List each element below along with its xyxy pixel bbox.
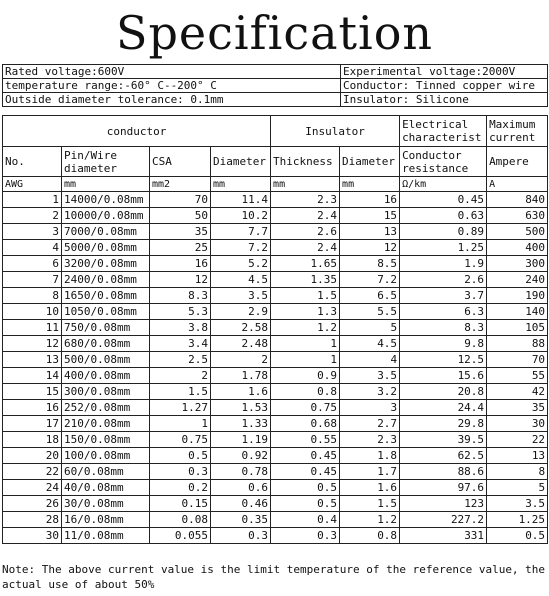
cell-resistance: 0.89 bbox=[400, 224, 487, 240]
cell-resistance: 0.45 bbox=[400, 192, 487, 208]
cell-thickness: 0.68 bbox=[271, 416, 340, 432]
cell-thickness: 0.75 bbox=[271, 400, 340, 416]
table-row bbox=[3, 288, 548, 304]
unit-csa: mm2 bbox=[150, 177, 211, 192]
unit-thickness: mm bbox=[271, 177, 340, 192]
cell-pin-wire: 500/0.08mm bbox=[62, 352, 150, 368]
cell-ins-diameter: 1.2 bbox=[340, 512, 400, 528]
cell-csa: 16 bbox=[150, 256, 211, 272]
cell-ampere: 30 bbox=[487, 416, 548, 432]
cell-csa: 1.27 bbox=[150, 400, 211, 416]
header-row-units bbox=[3, 177, 548, 192]
cell-resistance: 62.5 bbox=[400, 448, 487, 464]
cell-awg: 2 bbox=[3, 208, 62, 224]
cell-thickness: 0.5 bbox=[271, 480, 340, 496]
cell-pin-wire: 100/0.08mm bbox=[62, 448, 150, 464]
cell-resistance: 123 bbox=[400, 496, 487, 512]
cell-diameter: 1.6 bbox=[211, 384, 271, 400]
table-row bbox=[3, 208, 548, 224]
cell-csa: 70 bbox=[150, 192, 211, 208]
cell-awg: 12 bbox=[3, 336, 62, 352]
cell-ampere: 500 bbox=[487, 224, 548, 240]
cell-thickness: 0.8 bbox=[271, 384, 340, 400]
cell-ins-diameter: 1.7 bbox=[340, 464, 400, 480]
table-row bbox=[3, 320, 548, 336]
cell-pin-wire: 40/0.08mm bbox=[62, 480, 150, 496]
cell-ins-diameter: 8.5 bbox=[340, 256, 400, 272]
cell-diameter: 1.78 bbox=[211, 368, 271, 384]
cell-ampere: 300 bbox=[487, 256, 548, 272]
unit-resistance: Ω/km bbox=[400, 177, 487, 192]
cell-pin-wire: 11/0.08mm bbox=[62, 528, 150, 544]
table-row bbox=[3, 512, 548, 528]
cell-ampere: 0.5 bbox=[487, 528, 548, 544]
cell-awg: 11 bbox=[3, 320, 62, 336]
cell-resistance: 24.4 bbox=[400, 400, 487, 416]
cell-diameter: 0.46 bbox=[211, 496, 271, 512]
cell-ampere: 240 bbox=[487, 272, 548, 288]
cell-csa: 25 bbox=[150, 240, 211, 256]
cell-thickness: 0.45 bbox=[271, 448, 340, 464]
cell-pin-wire: 252/0.08mm bbox=[62, 400, 150, 416]
cell-pin-wire: 400/0.08mm bbox=[62, 368, 150, 384]
cell-pin-wire: 5000/0.08mm bbox=[62, 240, 150, 256]
cell-ampere: 1.25 bbox=[487, 512, 548, 528]
cell-ins-diameter: 4.5 bbox=[340, 336, 400, 352]
spec-summary-table bbox=[2, 64, 548, 107]
cell-awg: 26 bbox=[3, 496, 62, 512]
cell-ins-diameter: 1.5 bbox=[340, 496, 400, 512]
cell-diameter: 7.7 bbox=[211, 224, 271, 240]
cell-awg: 15 bbox=[3, 384, 62, 400]
maximum-group-header: Maximum current bbox=[487, 116, 548, 147]
cell-thickness: 2.3 bbox=[271, 192, 340, 208]
cell-ampere: 5 bbox=[487, 480, 548, 496]
table-row bbox=[3, 224, 548, 240]
cell-csa: 0.2 bbox=[150, 480, 211, 496]
cell-pin-wire: 3200/0.08mm bbox=[62, 256, 150, 272]
spec-row bbox=[3, 79, 548, 93]
cell-csa: 12 bbox=[150, 272, 211, 288]
col-header-no: No. bbox=[3, 147, 62, 177]
cell-awg: 28 bbox=[3, 512, 62, 528]
cell-pin-wire: 210/0.08mm bbox=[62, 416, 150, 432]
cell-awg: 6 bbox=[3, 256, 62, 272]
cell-ampere: 70 bbox=[487, 352, 548, 368]
cell-ins-diameter: 16 bbox=[340, 192, 400, 208]
cell-ins-diameter: 2.3 bbox=[340, 432, 400, 448]
cell-diameter: 3.5 bbox=[211, 288, 271, 304]
cell-ampere: 8 bbox=[487, 464, 548, 480]
cell-ampere: 42 bbox=[487, 384, 548, 400]
header-row-groups bbox=[3, 116, 548, 147]
cell-pin-wire: 150/0.08mm bbox=[62, 432, 150, 448]
cell-resistance: 1.25 bbox=[400, 240, 487, 256]
cell-pin-wire: 7000/0.08mm bbox=[62, 224, 150, 240]
cell-ampere: 35 bbox=[487, 400, 548, 416]
table-row bbox=[3, 256, 548, 272]
cell-csa: 2.5 bbox=[150, 352, 211, 368]
cell-awg: 16 bbox=[3, 400, 62, 416]
cell-thickness: 0.5 bbox=[271, 496, 340, 512]
table-row bbox=[3, 352, 548, 368]
table-row bbox=[3, 480, 548, 496]
cell-ins-diameter: 12 bbox=[340, 240, 400, 256]
cell-awg: 22 bbox=[3, 464, 62, 480]
table-row bbox=[3, 432, 548, 448]
cell-thickness: 0.9 bbox=[271, 368, 340, 384]
cell-thickness: 1.3 bbox=[271, 304, 340, 320]
cell-awg: 24 bbox=[3, 480, 62, 496]
electrical-group-header: Electrical characterist bbox=[400, 116, 487, 147]
cell-pin-wire: 16/0.08mm bbox=[62, 512, 150, 528]
cell-awg: 30 bbox=[3, 528, 62, 544]
cell-ampere: 630 bbox=[487, 208, 548, 224]
cell-pin-wire: 680/0.08mm bbox=[62, 336, 150, 352]
spec-row bbox=[3, 93, 548, 107]
cell-diameter: 0.78 bbox=[211, 464, 271, 480]
cell-csa: 2 bbox=[150, 368, 211, 384]
cell-resistance: 9.8 bbox=[400, 336, 487, 352]
cell-ampere: 105 bbox=[487, 320, 548, 336]
cell-thickness: 1.35 bbox=[271, 272, 340, 288]
cell-ins-diameter: 1.6 bbox=[340, 480, 400, 496]
col-header-diameter: Diameter bbox=[211, 147, 271, 177]
cell-awg: 17 bbox=[3, 416, 62, 432]
cell-csa: 1 bbox=[150, 416, 211, 432]
unit-pin: mm bbox=[62, 177, 150, 192]
cell-diameter: 2.58 bbox=[211, 320, 271, 336]
cell-csa: 3.8 bbox=[150, 320, 211, 336]
unit-ins-diameter: mm bbox=[340, 177, 400, 192]
cell-diameter: 4.5 bbox=[211, 272, 271, 288]
cell-ampere: 13 bbox=[487, 448, 548, 464]
experimental-voltage: Experimental voltage:2000V bbox=[341, 65, 548, 79]
cell-diameter: 5.2 bbox=[211, 256, 271, 272]
cell-thickness: 0.4 bbox=[271, 512, 340, 528]
cell-ins-diameter: 1.8 bbox=[340, 448, 400, 464]
cell-ins-diameter: 6.5 bbox=[340, 288, 400, 304]
cell-pin-wire: 1050/0.08mm bbox=[62, 304, 150, 320]
cell-resistance: 227.2 bbox=[400, 512, 487, 528]
rated-voltage: Rated voltage:600V bbox=[3, 65, 341, 79]
cell-resistance: 12.5 bbox=[400, 352, 487, 368]
unit-diameter: mm bbox=[211, 177, 271, 192]
cell-csa: 0.5 bbox=[150, 448, 211, 464]
cell-resistance: 6.3 bbox=[400, 304, 487, 320]
cell-csa: 0.055 bbox=[150, 528, 211, 544]
cell-ins-diameter: 15 bbox=[340, 208, 400, 224]
cell-resistance: 3.7 bbox=[400, 288, 487, 304]
cell-thickness: 2.6 bbox=[271, 224, 340, 240]
cell-ins-diameter: 13 bbox=[340, 224, 400, 240]
table-row bbox=[3, 464, 548, 480]
cell-csa: 50 bbox=[150, 208, 211, 224]
cell-thickness: 1.65 bbox=[271, 256, 340, 272]
cell-ampere: 88 bbox=[487, 336, 548, 352]
col-header-resistance: Conductor resistance bbox=[400, 147, 487, 177]
cell-csa: 5.3 bbox=[150, 304, 211, 320]
cell-ins-diameter: 5.5 bbox=[340, 304, 400, 320]
cell-ins-diameter: 3.2 bbox=[340, 384, 400, 400]
cell-thickness: 2.4 bbox=[271, 240, 340, 256]
cell-diameter: 7.2 bbox=[211, 240, 271, 256]
table-row bbox=[3, 304, 548, 320]
cell-diameter: 11.4 bbox=[211, 192, 271, 208]
spec-row bbox=[3, 65, 548, 79]
cell-awg: 20 bbox=[3, 448, 62, 464]
cell-awg: 18 bbox=[3, 432, 62, 448]
table-row bbox=[3, 240, 548, 256]
cell-awg: 1 bbox=[3, 192, 62, 208]
cell-pin-wire: 60/0.08mm bbox=[62, 464, 150, 480]
cell-csa: 3.4 bbox=[150, 336, 211, 352]
cell-resistance: 8.3 bbox=[400, 320, 487, 336]
cell-resistance: 15.6 bbox=[400, 368, 487, 384]
wire-spec-table bbox=[2, 115, 548, 544]
cell-diameter: 0.35 bbox=[211, 512, 271, 528]
cell-thickness: 0.45 bbox=[271, 464, 340, 480]
insulator-material: Insulator: Silicone bbox=[341, 93, 548, 107]
cell-resistance: 88.6 bbox=[400, 464, 487, 480]
cell-thickness: 1 bbox=[271, 336, 340, 352]
cell-pin-wire: 14000/0.08mm bbox=[62, 192, 150, 208]
cell-resistance: 2.6 bbox=[400, 272, 487, 288]
outside-diameter-tolerance: Outside diameter tolerance: 0.1mm bbox=[3, 93, 341, 107]
conductor-group-header: conductor bbox=[3, 116, 271, 147]
cell-diameter: 2.48 bbox=[211, 336, 271, 352]
cell-ampere: 3.5 bbox=[487, 496, 548, 512]
cell-thickness: 1.2 bbox=[271, 320, 340, 336]
cell-diameter: 0.3 bbox=[211, 528, 271, 544]
cell-csa: 1.5 bbox=[150, 384, 211, 400]
col-header-thickness: Thickness bbox=[271, 147, 340, 177]
cell-awg: 10 bbox=[3, 304, 62, 320]
table-row bbox=[3, 272, 548, 288]
cell-pin-wire: 300/0.08mm bbox=[62, 384, 150, 400]
cell-resistance: 331 bbox=[400, 528, 487, 544]
cell-ins-diameter: 0.8 bbox=[340, 528, 400, 544]
cell-ins-diameter: 3.5 bbox=[340, 368, 400, 384]
cell-awg: 7 bbox=[3, 272, 62, 288]
cell-thickness: 1.5 bbox=[271, 288, 340, 304]
table-row bbox=[3, 528, 548, 544]
cell-resistance: 1.9 bbox=[400, 256, 487, 272]
cell-diameter: 1.33 bbox=[211, 416, 271, 432]
header-row-columns bbox=[3, 147, 548, 177]
table-row bbox=[3, 192, 548, 208]
cell-ins-diameter: 5 bbox=[340, 320, 400, 336]
cell-thickness: 2.4 bbox=[271, 208, 340, 224]
cell-awg: 8 bbox=[3, 288, 62, 304]
table-row bbox=[3, 336, 548, 352]
cell-diameter: 1.53 bbox=[211, 400, 271, 416]
cell-pin-wire: 2400/0.08mm bbox=[62, 272, 150, 288]
cell-thickness: 0.3 bbox=[271, 528, 340, 544]
col-header-csa: CSA bbox=[150, 147, 211, 177]
cell-ampere: 190 bbox=[487, 288, 548, 304]
cell-awg: 3 bbox=[3, 224, 62, 240]
cell-ampere: 140 bbox=[487, 304, 548, 320]
cell-resistance: 29.8 bbox=[400, 416, 487, 432]
cell-awg: 4 bbox=[3, 240, 62, 256]
cell-ins-diameter: 3 bbox=[340, 400, 400, 416]
cell-csa: 35 bbox=[150, 224, 211, 240]
cell-resistance: 20.8 bbox=[400, 384, 487, 400]
cell-pin-wire: 30/0.08mm bbox=[62, 496, 150, 512]
unit-no: AWG bbox=[3, 177, 62, 192]
table-body bbox=[3, 192, 548, 544]
cell-awg: 13 bbox=[3, 352, 62, 368]
cell-pin-wire: 750/0.08mm bbox=[62, 320, 150, 336]
page-title: Specification bbox=[115, 6, 434, 60]
cell-diameter: 1.19 bbox=[211, 432, 271, 448]
cell-diameter: 2.9 bbox=[211, 304, 271, 320]
table-row bbox=[3, 368, 548, 384]
cell-csa: 0.15 bbox=[150, 496, 211, 512]
cell-pin-wire: 10000/0.08mm bbox=[62, 208, 150, 224]
cell-thickness: 0.55 bbox=[271, 432, 340, 448]
col-header-ampere: Ampere bbox=[487, 147, 548, 177]
table-row bbox=[3, 448, 548, 464]
cell-csa: 8.3 bbox=[150, 288, 211, 304]
cell-resistance: 0.63 bbox=[400, 208, 487, 224]
cell-diameter: 10.2 bbox=[211, 208, 271, 224]
cell-diameter: 2 bbox=[211, 352, 271, 368]
temperature-range: temperature range:-60° C--200° C bbox=[3, 79, 341, 93]
cell-resistance: 39.5 bbox=[400, 432, 487, 448]
cell-resistance: 97.6 bbox=[400, 480, 487, 496]
col-header-pin-wire: Pin/Wire diameter bbox=[62, 147, 150, 177]
col-header-ins-diameter: Diameter bbox=[340, 147, 400, 177]
cell-pin-wire: 1650/0.08mm bbox=[62, 288, 150, 304]
cell-ins-diameter: 4 bbox=[340, 352, 400, 368]
unit-ampere: A bbox=[487, 177, 548, 192]
table-row bbox=[3, 416, 548, 432]
conductor-material: Conductor: Tinned copper wire bbox=[341, 79, 548, 93]
cell-ampere: 22 bbox=[487, 432, 548, 448]
table-row bbox=[3, 384, 548, 400]
cell-ampere: 55 bbox=[487, 368, 548, 384]
cell-csa: 0.3 bbox=[150, 464, 211, 480]
cell-ampere: 400 bbox=[487, 240, 548, 256]
cell-diameter: 0.6 bbox=[211, 480, 271, 496]
insulator-group-header: Insulator bbox=[271, 116, 400, 147]
cell-diameter: 0.92 bbox=[211, 448, 271, 464]
cell-awg: 14 bbox=[3, 368, 62, 384]
cell-ins-diameter: 2.7 bbox=[340, 416, 400, 432]
table-row bbox=[3, 496, 548, 512]
cell-csa: 0.75 bbox=[150, 432, 211, 448]
table-row bbox=[3, 400, 548, 416]
cell-csa: 0.08 bbox=[150, 512, 211, 528]
footnote: Note: The above current value is the limit temperature of the reference value, the actual use of about 50% bbox=[2, 563, 546, 591]
cell-thickness: 1 bbox=[271, 352, 340, 368]
cell-ins-diameter: 7.2 bbox=[340, 272, 400, 288]
cell-ampere: 840 bbox=[487, 192, 548, 208]
